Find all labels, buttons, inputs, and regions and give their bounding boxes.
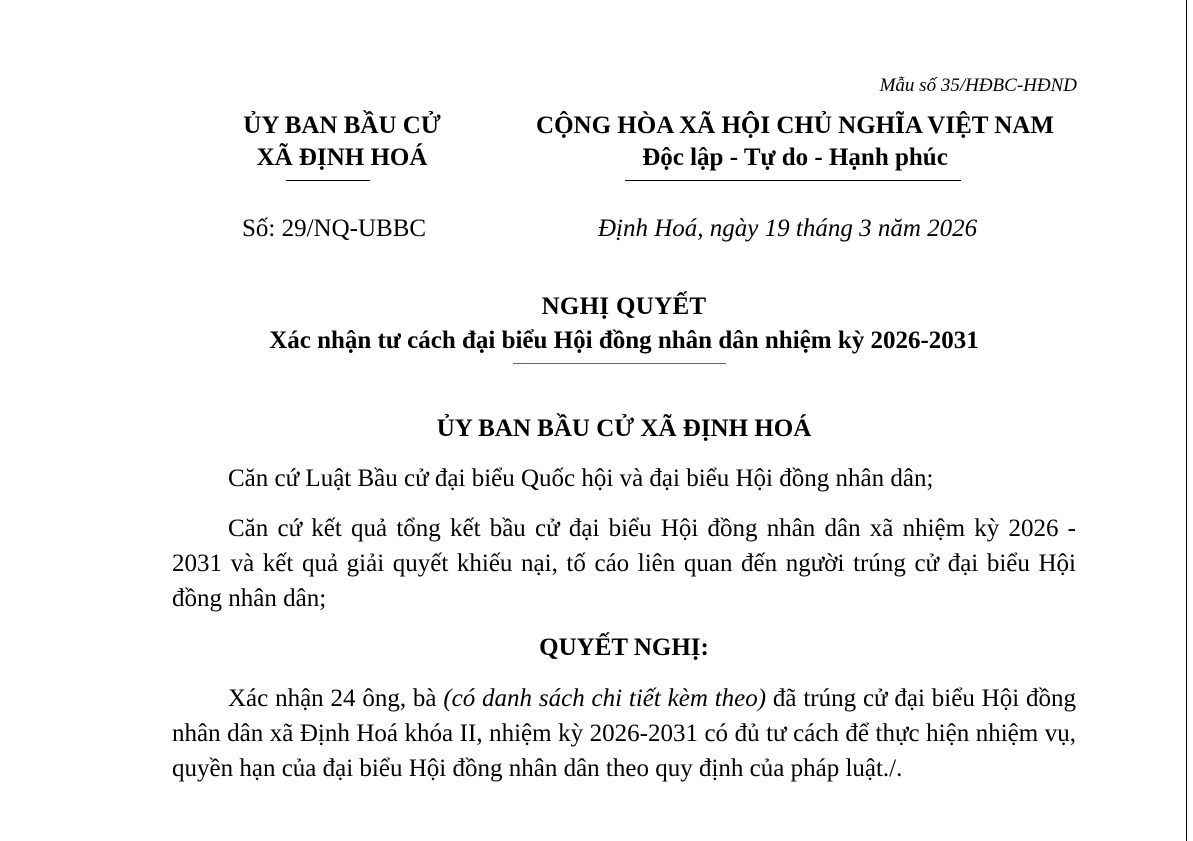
issuer-heading: ỦY BAN BẦU CỬ XÃ ĐỊNH HOÁ	[436, 415, 812, 442]
legal-basis-paragraph: Căn cứ Luật Bầu cử đại biểu Quốc hội và đại biểu Hội đồng nhân dân;	[228, 465, 934, 492]
place-and-date: Định Hoá, ngày 19 tháng 3 năm 2026	[598, 215, 978, 242]
document-number: Số: 29/NQ-UBBC	[242, 215, 427, 242]
nation-motto: Độc lập - Tự do - Hạnh phúc	[642, 144, 948, 171]
document-type-title: NGHỊ QUYẾT	[541, 293, 707, 320]
subject-underline	[513, 363, 726, 364]
page-edge	[1186, 0, 1193, 841]
resolution-paragraph	[172, 681, 1076, 786]
agency-line-2: XÃ ĐỊNH HOÁ	[256, 144, 428, 171]
form-number: Mẫu số 35/HĐBC-HĐND	[879, 75, 1077, 96]
motto-underline	[625, 180, 961, 181]
legal-basis-paragraph: Căn cứ kết quả tổng kết bầu cử đại biểu Hội đồng nhân dân xã nhiệm kỳ 2026 - 2031 và kết quả giải quyết khiếu nại, tố cáo liên quan đến người trúng cử đại biểu Hội đồng nhân dân;	[172, 515, 1076, 612]
resolution-lead: Xác nhận 24 ông, bà	[228, 685, 444, 712]
nation-name: CỘNG HÒA XÃ HỘI CHỦ NGHĨA VIỆT NAM	[536, 112, 1054, 139]
agency-line-1: ỦY BAN BẦU CỬ	[243, 112, 441, 139]
agency-underline	[286, 180, 370, 181]
issuing-agency	[212, 110, 472, 174]
resolution-body: đã trúng cử đại biểu Hội đồng nhân dân xã Định Hoá khóa II, nhiệm kỳ 2026-2031 có đủ tư cách để thực hiện nhiệm vụ, quyền hạn của đại biểu Hội đồng nhân dân theo quy định của pháp luật./.	[172, 685, 1076, 782]
national-title	[500, 110, 1090, 174]
resolution-note: (có danh sách chi tiết kèm theo)	[443, 685, 767, 712]
document-subject: Xác nhận tư cách đại biểu Hội đồng nhân dân nhiệm kỳ 2026-2031	[269, 327, 979, 354]
resolves-heading: QUYẾT NGHỊ:	[539, 634, 709, 661]
